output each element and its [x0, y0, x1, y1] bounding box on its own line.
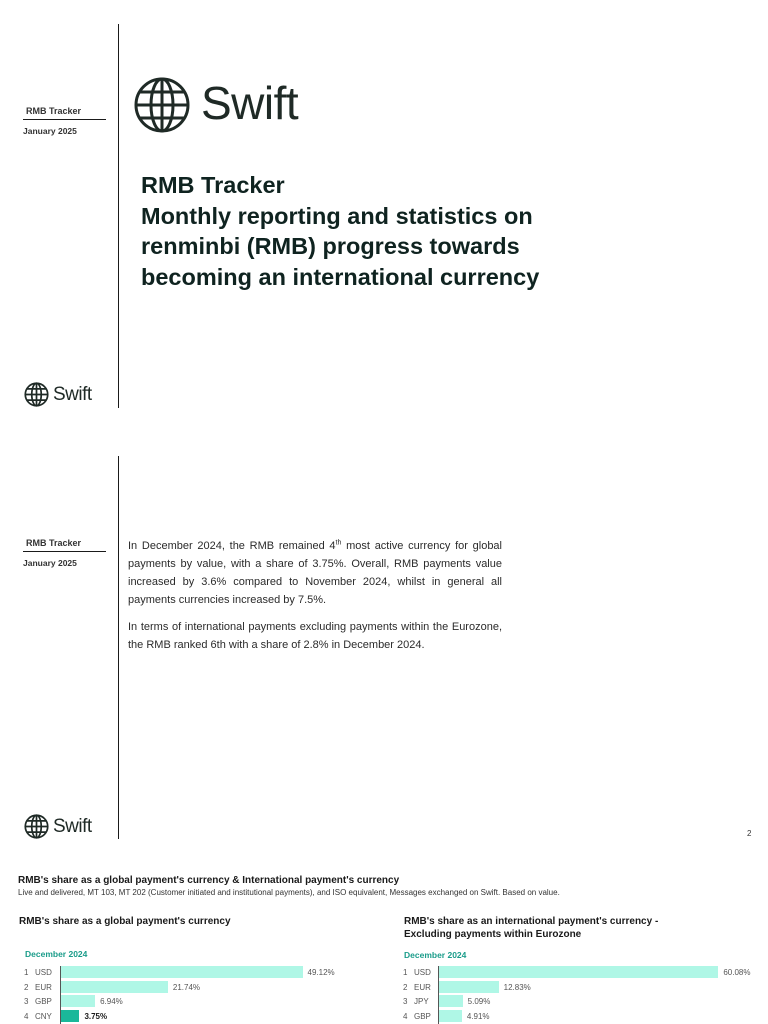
chart-category-label: USD	[414, 968, 431, 977]
chart-value-label: 49.12%	[307, 968, 335, 977]
chart-category-label: EUR	[414, 982, 431, 992]
chart-rank-label: 2	[403, 982, 408, 992]
chart-row	[24, 966, 354, 979]
chart-bar	[439, 966, 718, 978]
chart-category-label: GBP	[35, 997, 52, 1006]
chart-category-label: GBP	[414, 1011, 431, 1021]
chart-category-label: CNY	[35, 1011, 52, 1021]
hero-line-3: renminbi (RMB) progress towards	[141, 233, 520, 259]
chart-row	[403, 966, 758, 979]
chart-value-label: 21.74%	[172, 982, 201, 992]
chart-right-title-line-1: RMB's share as an international payment's currency -	[404, 916, 659, 927]
chart-rank-label: 4	[403, 1011, 408, 1021]
page1-side-date: January 2025	[23, 126, 77, 136]
page1-hero-title	[141, 170, 601, 292]
chart-row	[24, 981, 354, 994]
paragraph-1: In December 2024, the RMB remained 4th most active currency for global payments by value, with a share of 3.75%. Overall, RMB payments value increased by 3.6% compared to November 2024, whilst in general all payments currencies increased by 7.5%.	[128, 539, 502, 606]
chart-right-title-line-2: Excluding payments within Eurozone	[404, 929, 582, 940]
chart-left-title: RMB's share as a global payment's currency	[19, 916, 231, 927]
chart-row	[403, 981, 758, 994]
chart-category-label: USD	[35, 968, 52, 977]
chart-value-label: 5.09%	[467, 997, 491, 1006]
chart-row	[403, 1010, 758, 1023]
chart-bar	[61, 1010, 79, 1022]
section-title: RMB's share as a global payment's currency & International payment's currency	[18, 875, 400, 886]
chart-right	[403, 966, 758, 1024]
swift-wordmark: Swift	[201, 77, 299, 129]
swift-logo-large	[133, 76, 298, 134]
chart-value-label: 4.91%	[466, 1011, 490, 1021]
swift-wordmark: Swift	[53, 383, 92, 405]
paragraph-2: In terms of international payments excluding payments within the Eurozone, the RMB ranked 6th with a share of 2.8% in December 2024.	[128, 621, 502, 651]
chart-rank-label: 2	[24, 982, 29, 992]
chart-bar	[61, 981, 168, 993]
page1-side-rule	[23, 119, 106, 120]
swift-wordmark: Swift	[53, 815, 92, 837]
page2-side-date: January 2025	[23, 558, 77, 568]
chart-value-label: 3.75%	[84, 1011, 108, 1021]
chart-value-label: 6.94%	[100, 997, 123, 1006]
globe-icon	[24, 382, 49, 407]
chart-left-period: December 2024	[25, 949, 88, 959]
hero-line-2: Monthly reporting and statistics on	[141, 202, 533, 229]
chart-value-label: 12.83%	[503, 982, 531, 992]
chart-right-period: December 2024	[404, 950, 467, 960]
page1-side-title: RMB Tracker	[26, 106, 82, 116]
chart-rank-label: 4	[24, 1011, 29, 1021]
hero-line-1: RMB Tracker	[141, 172, 285, 198]
page1-divider-line	[118, 24, 119, 408]
chart-bar	[439, 995, 463, 1007]
hero-line-4: becoming an international currency	[141, 263, 540, 290]
page2-body-text	[128, 537, 502, 663]
chart-row	[403, 995, 758, 1008]
swift-logo-footer-page1	[24, 382, 92, 407]
globe-icon	[24, 814, 49, 839]
globe-icon	[133, 76, 191, 134]
chart-rank-label: 3	[24, 997, 29, 1006]
chart-row	[24, 995, 354, 1008]
chart-row	[24, 1010, 354, 1023]
section-subtitle: Live and delivered, MT 103, MT 202 (Customer initiated and institutional payments), and ISO equivalent, Messages exchanged on Swift. Based on value.	[18, 888, 560, 897]
page2-side-title: RMB Tracker	[26, 538, 82, 548]
page2-divider-line	[118, 456, 119, 839]
page2-side-rule	[23, 551, 106, 552]
chart-rank-label: 3	[403, 997, 408, 1006]
chart-bar	[61, 966, 303, 978]
chart-rank-label: 1	[403, 968, 408, 977]
chart-bar	[61, 995, 95, 1007]
chart-bar	[439, 1010, 462, 1022]
chart-rank-label: 1	[24, 968, 29, 977]
page-number: 2	[747, 829, 752, 838]
swift-logo-footer-page2	[24, 814, 92, 839]
chart-value-label: 60.08%	[723, 968, 751, 977]
chart-right-title	[404, 915, 658, 941]
chart-bar	[439, 981, 499, 993]
chart-left	[24, 966, 354, 1024]
chart-category-label: JPY	[414, 997, 429, 1006]
chart-category-label: EUR	[35, 982, 52, 992]
